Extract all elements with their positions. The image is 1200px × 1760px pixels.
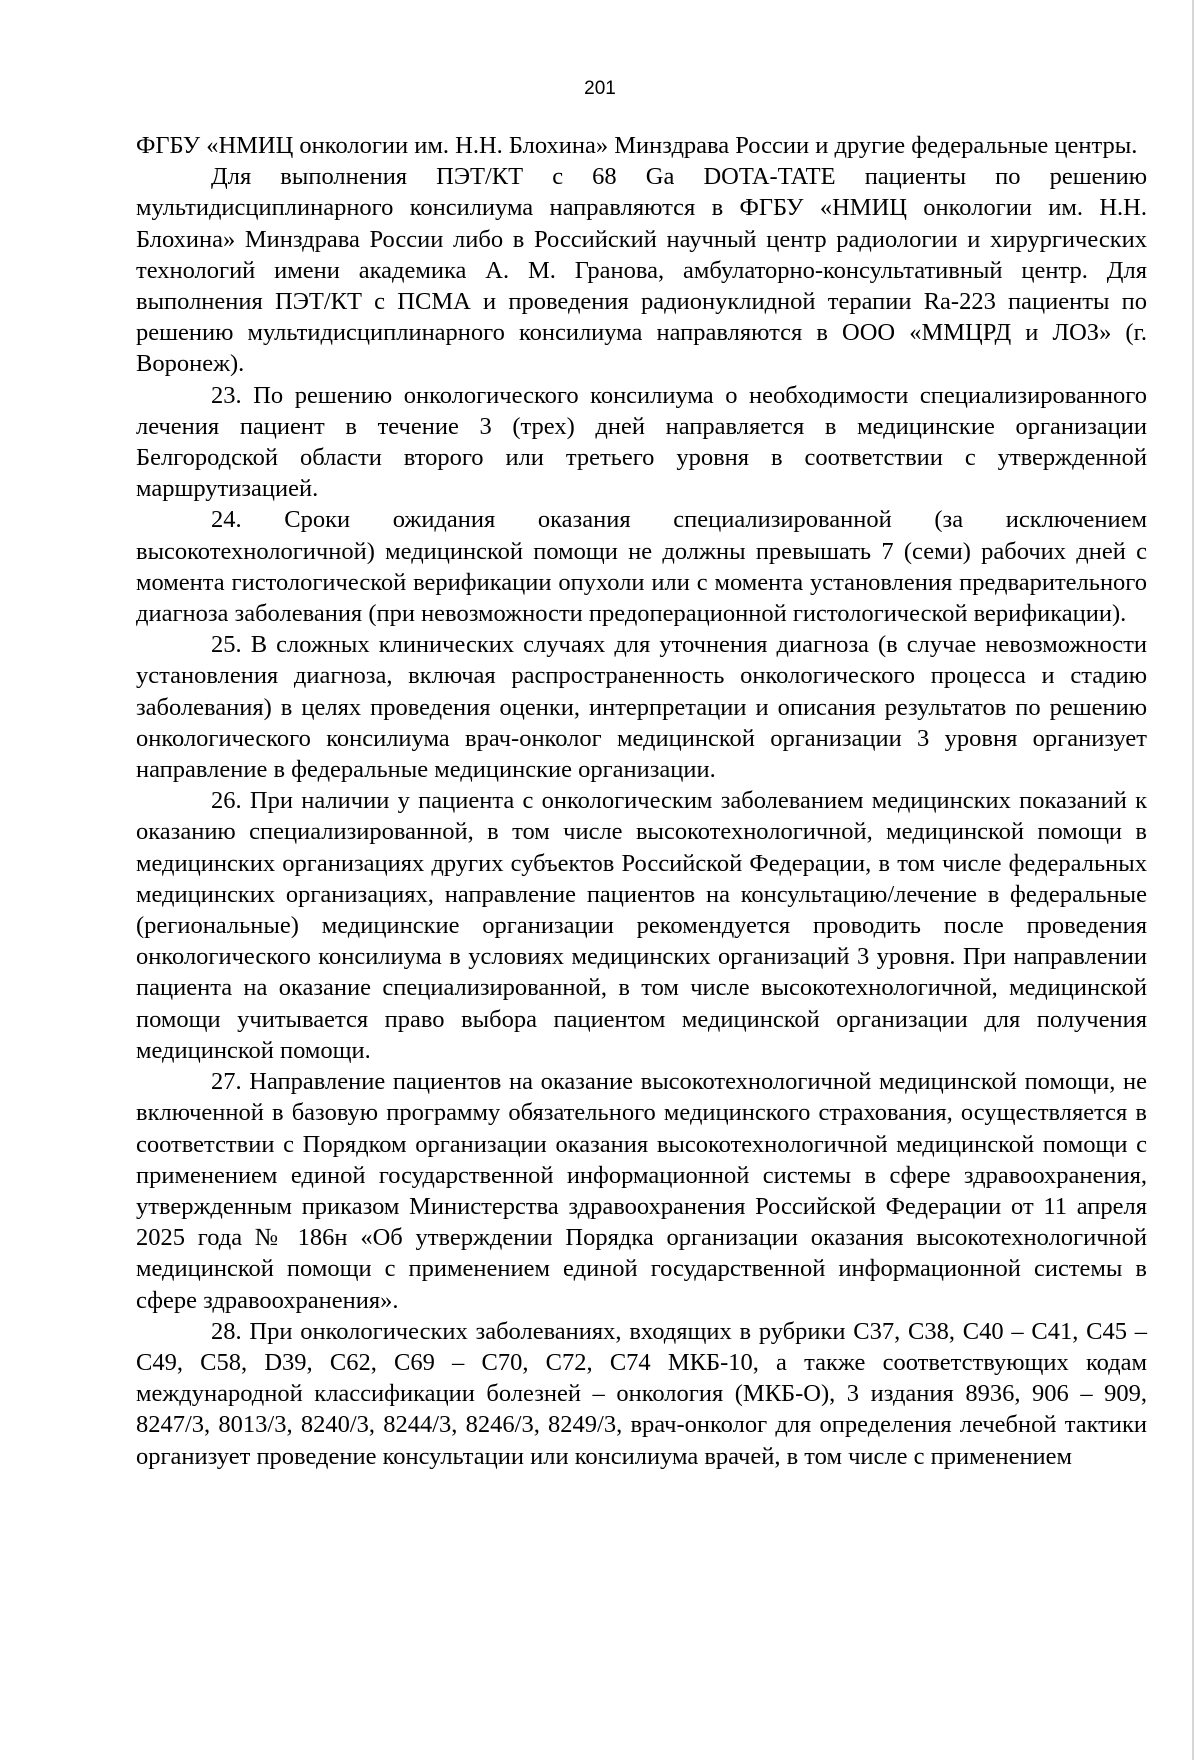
- paragraph-item-24: 24. Сроки ожидания оказания специализированной (за исключением высокотехнологичной) медицинской помощи не должны превышать 7 (семи) рабочих дней с момента гистологической верификации опухоли или с момента установления предварительного диагноза заболевания (при невозможности предоперационной гистологической верификации).: [136, 506, 1147, 628]
- paragraph-item-23: 23. По решению онкологического консилиума о необходимости специализированного лечения пациент в течение 3 (трех) дней направляется в медицинские организации Белгородской области второго или третьего уровня в соответствии с утвержденной маршрутизацией.: [136, 381, 1147, 503]
- paragraph-pet-ct-referral: Для выполнения ПЭТ/КТ с 68 Ga DOTA-TATE пациенты по решению мультидисциплинарного консилиума направляются в ФГБУ «НМИЦ онкологии им. Н.Н. Блохина» Минздрава России либо в Российский научный центр радиологии и хирургических технологий имени академика А. М. Гранова, амбулаторно-консультативный центр. Для выполнения ПЭТ/КТ с ПСМА и проведения радионуклидной терапии Ra-223 пациенты по решению мультидисциплинарного консилиума направляются в ООО «ММЦРД и ЛОЗ» (г. Воронеж).: [136, 163, 1147, 378]
- page-edge-line: [1192, 0, 1194, 1760]
- paragraph-continuation: ФГБУ «НМИЦ онкологии им. Н.Н. Блохина» Минздрава России и другие федеральные центры.: [136, 132, 1138, 159]
- page-number: 201: [584, 78, 616, 99]
- document-body: [136, 130, 1147, 1472]
- paragraph-item-26: 26. При наличии у пациента с онкологическим заболеванием медицинских показаний к оказанию специализированной, в том числе высокотехнологичной, медицинской помощи в медицинских организациях других субъектов Российской Федерации, в том числе федеральных медицинских организациях, направление пациентов на консультацию/лечение в федеральные (региональные) медицинские организации рекомендуется проводить после проведения онкологического консилиума в условиях медицинских организаций 3 уровня. При направлении пациента на оказание специализированной, в том числе высокотехнологичной, медицинской помощи учитывается право выбора пациентом медицинской организации для получения медицинской помощи.: [136, 787, 1147, 1064]
- paragraph-item-25: 25. В сложных клинических случаях для уточнения диагноза (в случае невозможности установления диагноза, включая распространенность онкологического процесса и стадию заболевания) в целях проведения оценки, интерпретации и описания результатов по решению онкологического консилиума врач-онколог медицинской организации 3 уровня организует направление в федеральные медицинские организации.: [136, 631, 1147, 784]
- paragraph-item-28: 28. При онкологических заболеваниях, входящих в рубрики С37, С38, С40 – С41, С45 – С49, С58, D39, С62, С69 – С70, С72, С74 МКБ-10, а также соответствующих кодам международной классификации болезней – онкология (МКБ-О), 3 издания 8936, 906 – 909, 8247/3, 8013/3, 8240/3, 8244/3, 8246/3, 8249/3, врач-онколог для определения лечебной тактики организует проведение консультации или консилиума врачей, в том числе с применением: [136, 1317, 1147, 1470]
- paragraph-item-27: 27. Направление пациентов на оказание высокотехнологичной медицинской помощи, не включенной в базовую программу обязательного медицинского страхования, осуществляется в соответствии с Порядком организации оказания высокотехнологичной медицинской помощи с применением единой государственной информационной системы в сфере здравоохранения, утвержденным приказом Министерства здравоохранения Российской Федерации от 11 апреля 2025 года № 186н «Об утверждении Порядка организации оказания высокотехнологичной медицинской помощи с применением единой государственной информационной системы в сфере здравоохранения».: [136, 1068, 1147, 1314]
